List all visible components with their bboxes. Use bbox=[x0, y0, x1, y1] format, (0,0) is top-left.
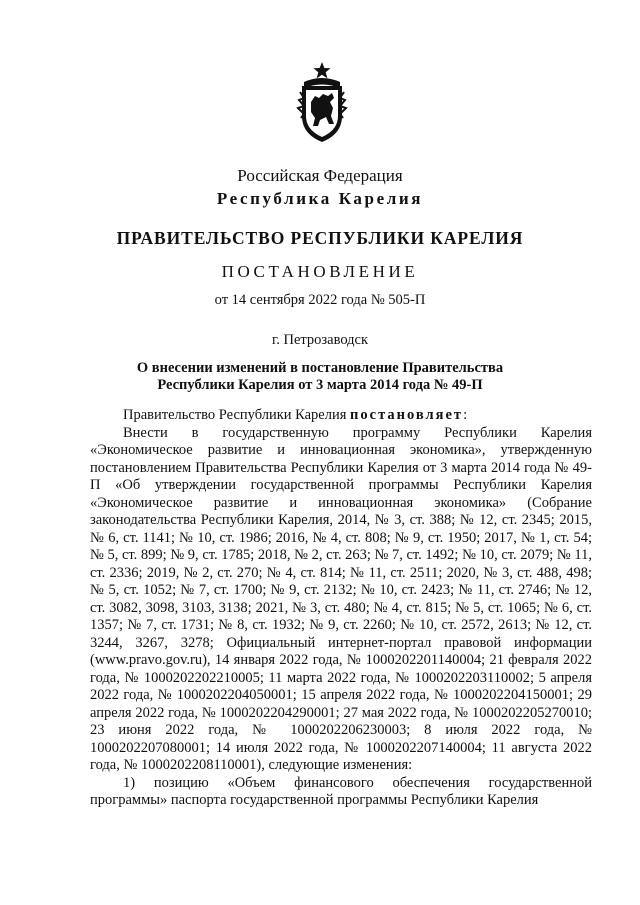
republic-heading: Республика Карелия bbox=[216, 189, 424, 208]
subject-line-1: О внесении изменений в постановление Правительства bbox=[136, 360, 504, 376]
intro-text: Правительство Республики Карелия bbox=[123, 407, 351, 423]
government-heading: ПРАВИТЕЛЬСТВО РЕСПУБЛИКИ КАРЕЛИЯ bbox=[116, 228, 524, 248]
body-paragraph-1: Внести в государственную программу Республики Карелия «Экономическое развитие и инновационная экономика», утвержденную постановлением Правительства Республики Карелия от 3 марта 2014 года № 49-П «Об утверждении государственной программы Республики Карелия «Экономическое развитие и инновационная экономика» (Собрание законодательства Республики Карелия, 2014, № 3, ст. 388; № 12, ст. 2345; 2015, № 6, ст. 1141; № 10, ст. 1986; 2016, № 4, ст. 808; № 9, ст. 1950; 2017, № 1, ст. 54; № 5, ст. 899; № 9, ст. 1785; 2018, № 2, ст. 263; № 7, ст. 1492; № 10, ст. 2079; № 11, ст. 2336; 2019, № 2, ст. 270; № 4, ст. 814; № 11, ст. 2511; 2020, № 3, ст. 488, 498; № 5, ст. 1052; № 7, ст. 1700; № 9, ст. 2132; № 10, ст. 2423; № 11, ст. 2746; № 12, ст. 3082, 3098, 3103, 3138; 2021, № 3, ст. 480; № 4, ст. 815; № 5, ст. 1065; № 6, ст. 1357; № 7, ст. 1731; № 8, ст. 1932; № 9, ст. 2260; № 10, ст. 2572, 2613; № 12, ст. 3244, 3267, 3278; Официальный интернет-портал правовой информации (www.pravo.gov.ru), 14 января 2022 года, № 1000202201140004; 21 февраля 2022 года, № 1000202202210005; 11 марта 2022 года, № 1000202203110002; 5 апреля 2022 года, № 1000202204050001; 15 апреля 2022 года, № 1000202204150001; 29 апреля 2022 года, № 1000202204290001; 27 мая 2022 года, № 1000202205270010; 23 июня 2022 года, № 1000202206230003; 8 июля 2022 года, № 1000202207080001; 14 июля 2022 года, № 1000202207140004; 11 августа 2022 года, № 1000202208110001), следующие изменения: bbox=[90, 424, 592, 773]
resolution-subject bbox=[0, 360, 640, 394]
subject-line-2: Республики Карелия от 3 марта 2014 года № 49-П bbox=[157, 377, 483, 393]
federation-heading: Российская Федерация bbox=[237, 166, 403, 185]
intro-end: : bbox=[463, 407, 468, 423]
intro-decision: постановляет bbox=[350, 407, 464, 423]
resolution-date: от 14 сентября 2022 года № 505-П bbox=[214, 292, 426, 308]
intro-paragraph bbox=[90, 407, 592, 425]
resolution-title: ПОСТАНОВЛЕНИЕ bbox=[221, 262, 419, 281]
body-paragraph-2: 1) позицию «Объем финансового обеспечения государственной программы» паспорта государственной программы Республики Карелия bbox=[90, 774, 592, 808]
karelia-coat-of-arms-icon bbox=[296, 62, 348, 144]
document-body bbox=[90, 407, 592, 810]
city-name: г. Петрозаводск bbox=[271, 332, 369, 348]
